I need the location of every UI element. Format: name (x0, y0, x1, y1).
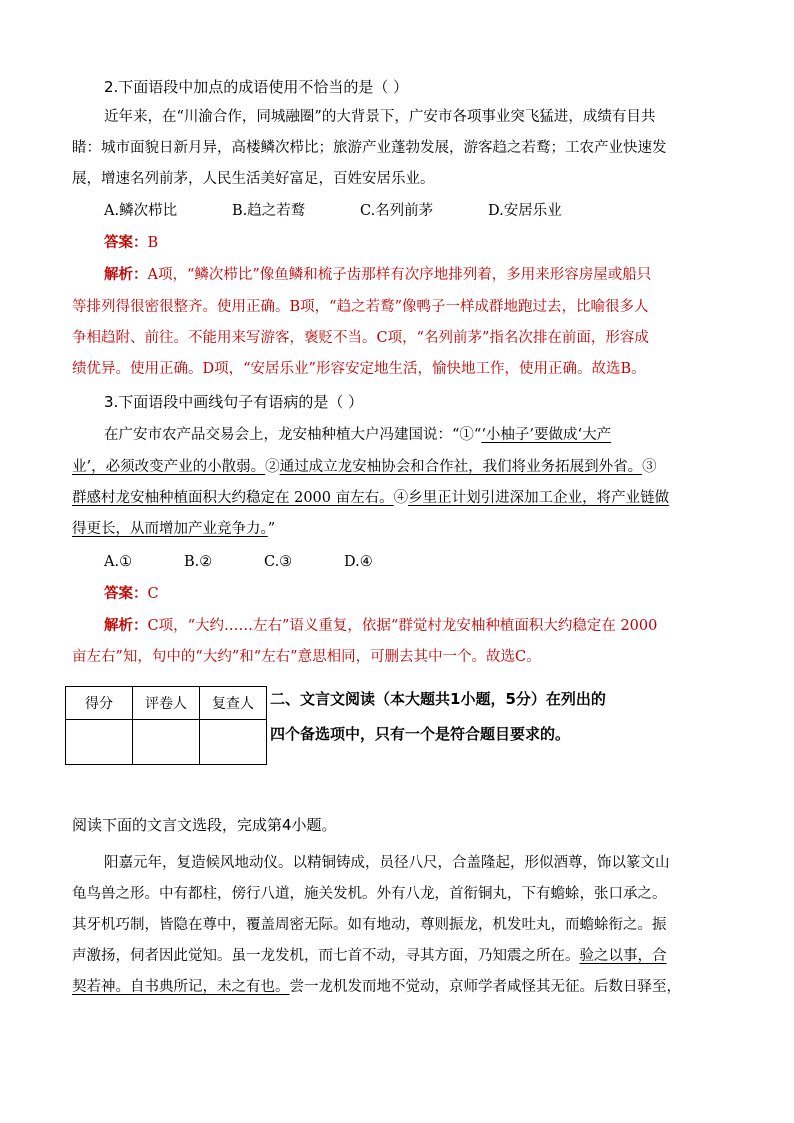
q2-paragraph-line: 睹：城市面貌日新月异，高楼鳞次栉比；旅游产业蓬勃发展，游客趋之若鹜；工农产业快速发 (72, 140, 667, 156)
answer-label: 答案： (104, 234, 148, 251)
analysis-label: 解析： (104, 617, 148, 634)
score-cell[interactable] (66, 720, 133, 765)
grader-cell[interactable] (133, 720, 200, 765)
passage-line: 龟鸟兽之形。中有都柱，傍行八道，施关发机。外有八龙，首衔铜丸，下有蟾蜍，张口承之。 (72, 886, 667, 902)
q2-answer (104, 232, 158, 254)
q2-option-a: A.鳞次栉比 (104, 203, 178, 219)
q3-option-a: A.① (104, 554, 133, 570)
q2-analysis-line: 绩优异。使用正确。D项，“安居乐业”形容安定地生活，愉快地工作，使用正确。故选B。 (72, 361, 646, 377)
q3-option-d: D.④ (344, 554, 373, 570)
underlined-sentence: 业’，必须改变产业的小散弱。 (72, 459, 266, 475)
underlined-sentence: 验之以事，合 (579, 948, 667, 964)
q2-paragraph-line: 展，增速名列前茅，人民生活美好富足，百姓安居乐业。 (72, 171, 435, 187)
q3-option-b: B.② (184, 554, 213, 570)
passage-line (72, 945, 667, 967)
plain-text: 在广安市农产品交易会上，龙安柚种植大户冯建国说：“①“ (104, 427, 482, 443)
underlined-sentence: 得更长，从而增加产业竞争力。 (72, 521, 268, 537)
underlined-sentence: 通过成立龙安柚协会和合作社，我们将业务拓展到外省。 (279, 459, 643, 475)
q3-analysis-line (104, 615, 657, 637)
score-table (65, 686, 267, 765)
underlined-sentence: ‘小柚子’要做成‘大产 (481, 427, 612, 443)
q3-paragraph-line (72, 518, 275, 540)
q3-paragraph-line (72, 456, 657, 478)
q2-paragraph-line: 近年来，在“川渝合作，同城融圈”的大背景下，广安市各项事业突飞猛进，成绩有目共 (104, 109, 656, 125)
reviewer-cell[interactable] (200, 720, 267, 765)
passage-line: 阳嘉元年，复造候风地动仪。以精铜铸成，员径八尺，合盖隆起，形似酒尊，饰以篆文山 (104, 855, 670, 871)
section-heading: 二、文言文阅读（本大题共1小题，5分）在列出的 (270, 690, 606, 708)
question-2-title: 2.下面语段中加点的成语使用不恰当的是（ ） (104, 78, 409, 96)
q3-analysis-line: 亩左右”知，句中的“大约”和“左右”意思相同，可删去其中一个。故选C。 (72, 649, 541, 665)
q2-analysis-line (104, 264, 651, 286)
answer-value: B (147, 235, 159, 251)
q2-analysis-line: 争相趋附、前往。不能用来写游客，褒贬不当。C项，“名列前茅”指名次排在前面，形容成 (72, 330, 649, 346)
analysis-label: 解析： (104, 266, 148, 283)
reviewer-header: 复查人 (200, 687, 267, 720)
q3-option-c: C.③ (264, 554, 293, 570)
answer-label: 答案： (104, 585, 148, 602)
q2-option-c: C.名列前茅 (360, 203, 434, 219)
plain-text: 尝一龙机发而地不觉动，京师学者咸怪其无征。后数日驿至， (289, 979, 681, 995)
passage-line (72, 976, 681, 998)
sentence-number: ④ (393, 490, 409, 506)
question-3-title: 3.下面语段中画线句子有语病的是（ ） (104, 393, 364, 411)
q3-answer (104, 583, 159, 605)
underlined-sentence: 乡里正计划引进深加工企业，将产业链做 (408, 490, 670, 506)
q3-paragraph-line (104, 424, 611, 446)
grader-header: 评卷人 (133, 687, 200, 720)
underlined-sentence: 契若神。自书典所记，未之有也。 (72, 979, 290, 995)
section-heading: 四个备选项中，只有一个是符合题目要求的。 (270, 725, 571, 743)
analysis-text: C项，“大约……左右”语义重复，依据“群觉村龙安柚种植面积大约稳定在 2000 (147, 618, 658, 634)
sentence-number: ③ (642, 459, 657, 475)
underlined-sentence: 群感村龙安柚种植面积大约稳定在 2000 亩左右。 (72, 490, 394, 506)
analysis-text: A项，“鳞次栉比”像鱼鳞和梳子齿那样有次序地排列着，多用来形容房屋或船只 (147, 267, 652, 283)
answer-value: C (147, 586, 159, 602)
q2-analysis-line: 等排列得很密很整齐。使用正确。B项，“趋之若鹜”像鸭子一样成群地跑过去，比喻很多人 (72, 299, 649, 315)
passage-line: 其牙机巧制，皆隐在尊中，覆盖周密无际。如有地动，尊则振龙，机发吐丸，而蟾蜍衔之。振 (72, 917, 667, 933)
q3-paragraph-line (72, 487, 669, 509)
sentence-number: ② (265, 459, 280, 475)
q2-option-d: D.安居乐业 (488, 203, 562, 219)
score-header: 得分 (66, 687, 133, 720)
reading-intro: 阅读下面的文言文选段，完成第4小题。 (72, 816, 337, 834)
plain-text: 声激扬，伺者因此觉知。虽一龙发机，而七首不动，寻其方面，乃知震之所在。 (72, 948, 580, 964)
q2-option-b: B.趋之若鹜 (232, 203, 306, 219)
closing-quote: ” (267, 521, 276, 537)
